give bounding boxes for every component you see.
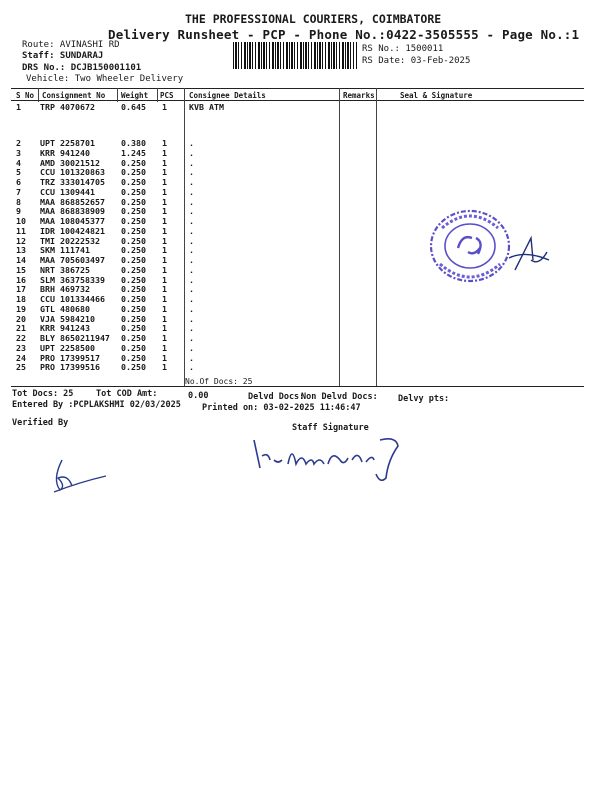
non-delvd-docs: Non Delvd Docs: <box>301 392 378 402</box>
row-consignment: GTL 480680 <box>40 303 90 314</box>
seal-signature-icon <box>505 234 553 274</box>
row-weight: 0.250 <box>121 294 146 304</box>
row-consignment: AMD 30021512 <box>40 157 100 168</box>
tot-cod-label: Tot COD Amt: <box>96 389 158 399</box>
row-weight: 0.250 <box>121 352 146 363</box>
row-pcs: 1 <box>162 138 167 148</box>
row-consignee: . <box>189 255 194 265</box>
row-consignee: . <box>189 167 194 178</box>
row-sno: 1 <box>16 102 21 112</box>
table-row <box>0 353 600 363</box>
row-sno: 20 <box>16 313 26 324</box>
row-consignee: . <box>189 294 194 304</box>
row-consignee: . <box>189 235 194 246</box>
table-bottom-rule <box>11 386 584 387</box>
row-pcs: 1 <box>162 216 167 226</box>
row-pcs: 1 <box>162 284 167 295</box>
row-consignment: MAA 705603497 <box>40 255 105 265</box>
row-pcs: 1 <box>162 102 167 112</box>
vehicle: Vehicle: Two Wheeler Delivery <box>26 74 184 84</box>
verified-signature-icon <box>50 456 110 500</box>
row-pcs: 1 <box>162 225 167 236</box>
row-weight: 0.250 <box>121 362 146 373</box>
row-consignee: . <box>189 196 194 207</box>
table-row <box>0 343 600 353</box>
col-header-consignee: Consignee Details <box>189 91 266 100</box>
row-consignee: . <box>189 284 194 295</box>
row-consignment: TRZ 333014705 <box>40 177 105 187</box>
row-sno: 14 <box>16 255 26 265</box>
row-consignment: BLY 8650211947 <box>40 333 110 343</box>
row-weight: 0.250 <box>121 225 146 236</box>
row-weight: 0.250 <box>121 323 146 334</box>
row-weight: 0.250 <box>121 284 146 295</box>
col-divider <box>117 88 118 102</box>
row-consignee: . <box>189 225 194 236</box>
row-consignee: . <box>189 245 194 256</box>
table-header-rule <box>11 100 584 101</box>
row-sno: 25 <box>16 362 26 373</box>
row-pcs: 1 <box>162 264 167 275</box>
row-consignment: MAA 868838909 <box>40 206 105 217</box>
row-sno: 3 <box>16 147 21 158</box>
tot-docs: Tot Docs: 25 <box>12 389 74 399</box>
row-sno: 19 <box>16 303 26 314</box>
row-consignment: PRO 17399516 <box>40 362 100 373</box>
row-sno: 15 <box>16 264 26 275</box>
row-consignee: . <box>189 352 194 363</box>
table-row <box>0 323 600 333</box>
row-consignee: . <box>189 177 194 187</box>
staff-signature-label: Staff Signature <box>292 423 369 433</box>
col-divider <box>38 88 39 102</box>
table-row <box>0 294 600 304</box>
row-weight: 0.250 <box>121 303 146 314</box>
row-consignment: TMI 20222532 <box>40 235 100 246</box>
table-row <box>0 284 600 294</box>
row-consignment: PRO 17399517 <box>40 352 100 363</box>
row-sno: 22 <box>16 333 26 343</box>
row-weight: 0.250 <box>121 313 146 324</box>
row-sno: 7 <box>16 186 21 197</box>
row-sno: 23 <box>16 342 26 353</box>
row-sno: 2 <box>16 138 21 148</box>
row-pcs: 1 <box>162 294 167 304</box>
row-weight: 0.250 <box>121 157 146 168</box>
row-consignment: IDR 100424821 <box>40 225 105 236</box>
row-pcs: 1 <box>162 245 167 256</box>
barcode <box>233 42 357 69</box>
row-pcs: 1 <box>162 196 167 207</box>
row-pcs: 1 <box>162 323 167 334</box>
row-weight: 0.645 <box>121 102 146 112</box>
col-header-pcs: PCS <box>160 91 174 100</box>
row-consignee: . <box>189 157 194 168</box>
row-pcs: 1 <box>162 235 167 246</box>
row-consignment: CCU 101320863 <box>40 167 105 178</box>
table-top-rule <box>11 88 584 89</box>
row-consignment: VJA 5984210 <box>40 313 95 324</box>
row-pcs: 1 <box>162 255 167 265</box>
table-row <box>0 148 600 158</box>
table-row <box>0 197 600 207</box>
row-sno: 5 <box>16 167 21 178</box>
row-weight: 0.250 <box>121 216 146 226</box>
col-header-sno: S No <box>16 91 35 100</box>
row-consignee: . <box>189 274 194 285</box>
row-consignment: KRR 941243 <box>40 323 90 334</box>
row-pcs: 1 <box>162 333 167 343</box>
seal-stamp-icon <box>428 208 512 284</box>
col-header-remarks: Remarks <box>343 91 375 100</box>
row-sno: 12 <box>16 235 26 246</box>
row-pcs: 1 <box>162 157 167 168</box>
table-row <box>0 167 600 177</box>
row-consignment: NRT 386725 <box>40 264 90 275</box>
verified-by: Verified By <box>12 418 69 428</box>
drs-no: DRS No.: DCJB150001101 <box>22 63 142 73</box>
row-sno: 8 <box>16 196 21 207</box>
row-sno: 17 <box>16 284 26 295</box>
row-weight: 0.250 <box>121 264 146 275</box>
row-consignment: CCU 1309441 <box>40 186 95 197</box>
row-consignee: . <box>189 216 194 226</box>
row-pcs: 1 <box>162 352 167 363</box>
row-consignment: SKM 111741 <box>40 245 90 256</box>
row-consignment: TRP 4070672 <box>40 102 95 112</box>
row-consignee: . <box>189 333 194 343</box>
row-consignee: . <box>189 186 194 197</box>
row-pcs: 1 <box>162 206 167 217</box>
entered-by: Entered By :PCPLAKSHMI 02/03/2025 <box>12 400 181 410</box>
row-sno: 10 <box>16 216 26 226</box>
row-sno: 21 <box>16 323 26 334</box>
row-consignment: CCU 101334466 <box>40 294 105 304</box>
row-weight: 0.250 <box>121 196 146 207</box>
row-weight: 0.250 <box>121 177 146 187</box>
table-row <box>0 158 600 168</box>
delvy-pts: Delvy pts: <box>398 394 450 404</box>
row-sno: 13 <box>16 245 26 256</box>
rs-no: RS No.: 1500011 <box>362 44 444 54</box>
row-weight: 0.250 <box>121 333 146 343</box>
row-weight: 0.250 <box>121 206 146 217</box>
table-row <box>0 362 600 372</box>
row-pcs: 1 <box>162 313 167 324</box>
row-weight: 1.245 <box>121 147 146 158</box>
row-pcs: 1 <box>162 303 167 314</box>
row-weight: 0.250 <box>121 255 146 265</box>
row-pcs: 1 <box>162 167 167 178</box>
row-consignee: . <box>189 323 194 334</box>
runsheet-title: Delivery Runsheet - PCP - Phone No.:0422-3505555 - Page No.:1 <box>108 27 580 42</box>
row-consignment: UPT 2258500 <box>40 342 95 353</box>
staff-signature-icon <box>248 430 408 486</box>
row-consignment: KRR 941240 <box>40 147 90 158</box>
row-consignment: MAA 868852657 <box>40 196 105 207</box>
table-row <box>0 138 600 148</box>
row-weight: 0.250 <box>121 167 146 178</box>
table-row <box>0 304 600 314</box>
row-consignment: UPT 2258701 <box>40 138 95 148</box>
row-consignee: . <box>189 342 194 353</box>
row-consignee: . <box>189 138 194 148</box>
table-row <box>0 177 600 187</box>
staff: Staff: SUNDARAJ <box>22 51 104 61</box>
col-header-seal: Seal & Signature <box>400 91 473 100</box>
col-header-consignment: Consignment No <box>42 91 106 100</box>
col-header-weight: Weight <box>121 91 149 100</box>
col-divider <box>157 88 158 102</box>
row-pcs: 1 <box>162 186 167 197</box>
row-weight: 0.380 <box>121 138 146 148</box>
no-of-docs: No.Of Docs: 25 <box>185 377 253 386</box>
route: Route: AVINASHI RD <box>22 40 120 50</box>
row-weight: 0.250 <box>121 245 146 256</box>
row-consignee: . <box>189 313 194 324</box>
row-consignment: MAA 108045377 <box>40 216 105 226</box>
row-sno: 16 <box>16 274 26 285</box>
row-pcs: 1 <box>162 147 167 158</box>
row-consignee: . <box>189 206 194 217</box>
row-weight: 0.250 <box>121 235 146 246</box>
row-consignee: . <box>189 362 194 373</box>
row-pcs: 1 <box>162 362 167 373</box>
row-weight: 0.250 <box>121 274 146 285</box>
row-sno: 4 <box>16 157 21 168</box>
rs-date: RS Date: 03-Feb-2025 <box>362 56 471 66</box>
tot-cod-value: 0.00 <box>188 391 209 401</box>
row-sno: 11 <box>16 225 26 236</box>
table-row <box>0 314 600 324</box>
company-title: THE PROFESSIONAL COURIERS, COIMBATORE <box>185 12 442 26</box>
row-sno: 9 <box>16 206 21 217</box>
row-consignee: KVB ATM <box>189 102 224 112</box>
table-row <box>0 102 600 112</box>
row-consignment: BRH 469732 <box>40 284 90 295</box>
row-pcs: 1 <box>162 342 167 353</box>
printed-on: Printed on: 03-02-2025 11:46:47 <box>202 403 361 413</box>
row-pcs: 1 <box>162 177 167 187</box>
row-sno: 24 <box>16 352 26 363</box>
row-consignee: . <box>189 264 194 275</box>
row-pcs: 1 <box>162 274 167 285</box>
row-sno: 18 <box>16 294 26 304</box>
row-consignment: SLM 363758339 <box>40 274 105 285</box>
row-consignee: . <box>189 303 194 314</box>
row-weight: 0.250 <box>121 342 146 353</box>
delvd-docs: Delvd Docs: <box>248 392 305 402</box>
table-row <box>0 333 600 343</box>
row-weight: 0.250 <box>121 186 146 197</box>
row-sno: 6 <box>16 177 21 187</box>
table-row <box>0 187 600 197</box>
row-consignee: . <box>189 147 194 158</box>
